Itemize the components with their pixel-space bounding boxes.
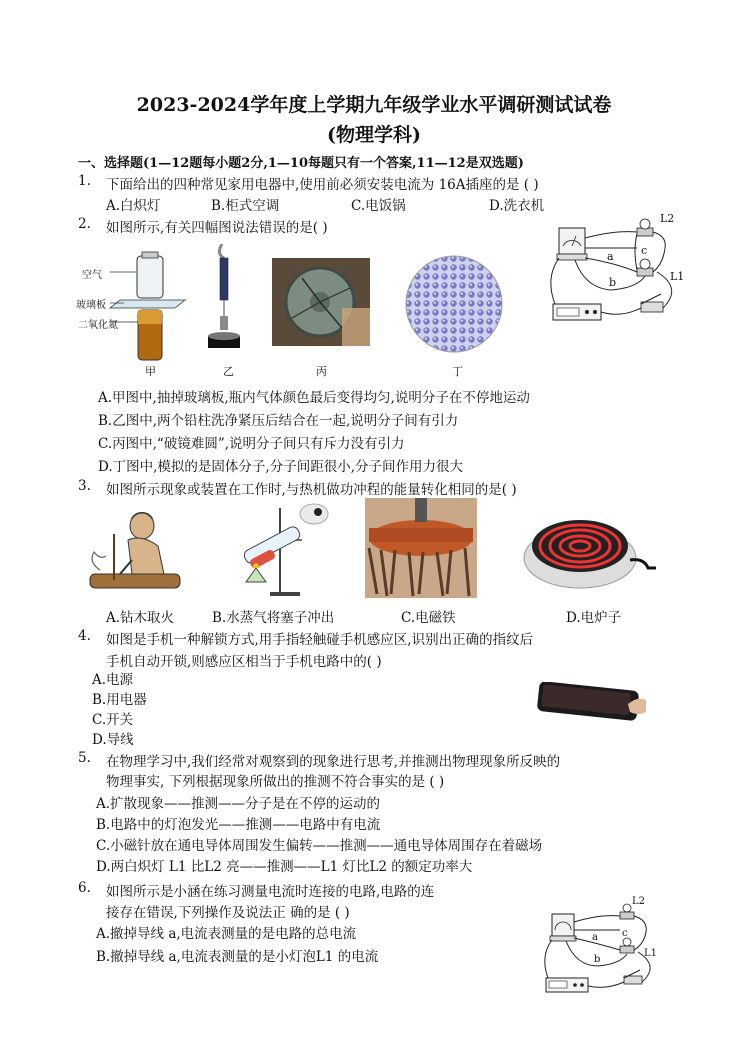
figure-jia-diffusion xyxy=(76,250,190,370)
q2-option-c: C.丙图中,“破镜难圆”,说明分子间只有斥力没有引力 xyxy=(98,436,405,452)
q2-option-a: A.甲图中,抽掉玻璃板,瓶内气体颜色最后变得均匀,说明分子在不停地运动 xyxy=(98,390,530,406)
q4-stem-line2: 手机自动开锁,则感应区相当于手机电路中的( ) xyxy=(106,654,382,670)
q3-option-a: A.钻木取火 xyxy=(106,610,175,626)
q2-option-d: D.丁图中,模拟的是固体分子,分子间距很小,分子间作用力很大 xyxy=(98,459,464,475)
q3-option-c: C.电磁铁 xyxy=(401,610,456,626)
figure-bing-broken-mirror xyxy=(272,258,370,346)
circuit2-L2: L2 xyxy=(632,896,646,907)
q5-number: 5. xyxy=(78,750,91,766)
figure-ding-molecules xyxy=(404,254,504,354)
q6-stem-line1: 如图所示是小涵在练习测量电流时连接的电路,电路的连 xyxy=(106,884,435,900)
circuit2-c: c xyxy=(622,928,628,939)
q2-option-b: B.乙图中,两个铅柱洗净紧压后结合在一起,说明分子间有引力 xyxy=(98,413,459,429)
q4-option-a: A.电源 xyxy=(92,672,134,688)
caption-jia: 甲 xyxy=(145,365,156,378)
q4-number: 4. xyxy=(78,628,91,644)
q4-stem-line1: 如图是手机一种解锁方式,用手指轻触碰手机感应区,识别出正确的指纹后 xyxy=(106,632,534,648)
q6-option-a: A.撤掉导线 a,电流表测量的是电路的总电流 xyxy=(96,926,357,942)
q4-option-d: D.导线 xyxy=(92,732,134,748)
q2-number: 2. xyxy=(78,216,91,232)
circuit-diagram-1 xyxy=(545,208,695,330)
circuit1-b: b xyxy=(609,276,617,289)
label-glass: 玻璃板 xyxy=(76,300,106,311)
caption-ding: 丁 xyxy=(452,365,463,378)
q1-number: 1. xyxy=(78,173,91,189)
label-no2: 二氧化氮 xyxy=(78,320,118,331)
q5-option-b: B.电路中的灯泡发光——推测——电路中有电流 xyxy=(96,817,381,833)
q6-number: 6. xyxy=(78,880,91,896)
q5-option-d: D.两白炽灯 L1 比L2 亮——推测——L1 灯比L2 的额定功率大 xyxy=(96,859,473,875)
circuit2-b: b xyxy=(594,954,601,965)
page-title: 2023-2024学年度上学期九年级学业水平调研测试试卷 xyxy=(136,94,612,116)
q1-option-b: B.柜式空调 xyxy=(211,198,280,214)
figure-drill-fire xyxy=(80,500,190,598)
page-subtitle: (物理学科) xyxy=(327,124,421,146)
q5-option-a: A.扩散现象——推测——分子是在不停的运动的 xyxy=(96,796,381,812)
figure-phone-fingerprint xyxy=(534,682,648,722)
figure-yi-lead-cylinders xyxy=(200,244,260,359)
circuit-diagram-2 xyxy=(540,896,670,1000)
q3-option-d: D.电炉子 xyxy=(566,610,622,626)
q2-stem: 如图所示,有关四幅图说法错误的是( ) xyxy=(106,220,328,236)
section-heading: 一、选择题(1—12题每小题2分,1—10每题只有一个答案,11—12是双选题) xyxy=(78,156,524,171)
caption-bing: 丙 xyxy=(316,365,327,378)
circuit1-a: a xyxy=(607,250,614,263)
q5-option-c: C.小磁针放在通电导体周围发生偏转——推测——通电导体周围存在着磁场 xyxy=(96,838,543,854)
circuit1-c: c xyxy=(641,244,648,257)
circuit2-a: a xyxy=(592,932,598,943)
figure-steam-cork xyxy=(222,498,352,598)
q3-number: 3. xyxy=(78,478,91,494)
q3-option-b: B.水蒸气将塞子冲出 xyxy=(212,610,335,626)
q4-option-c: C.开关 xyxy=(92,712,134,728)
label-air: 空气 xyxy=(82,270,102,281)
circuit1-L2: L2 xyxy=(660,212,675,225)
figure-electromagnet xyxy=(365,498,477,598)
caption-yi: 乙 xyxy=(223,365,234,378)
circuit1-L1: L1 xyxy=(670,270,685,283)
figure-electric-stove xyxy=(520,498,660,598)
q4-option-b: B.用电器 xyxy=(92,692,147,708)
q1-option-a: A.白炽灯 xyxy=(106,198,161,214)
q1-option-d: D.洗衣机 xyxy=(489,198,545,214)
q6-stem-line2: 接存在错误,下列操作及说法正 确的是 ( ) xyxy=(106,905,350,921)
q1-stem: 下面给出的四种常见家用电器中,使用前必须安装电流为 16A插座的是 ( ) xyxy=(106,177,539,193)
q1-option-c: C.电饭锅 xyxy=(351,198,406,214)
q6-option-b: B.撤掉导线 a,电流表测量的是小灯泡L1 的电流 xyxy=(96,949,379,965)
q5-stem-line1: 在物理学习中,我们经常对观察到的现象进行思考,并推测出物理现象所反映的 xyxy=(106,754,561,770)
q5-stem-line2: 物理事实, 下列根据现象所做出的推测不符合事实的是 ( ) xyxy=(106,774,445,790)
circuit2-L1: L1 xyxy=(644,948,658,959)
q3-stem: 如图所示现象或装置在工作时,与热机做功冲程的能量转化相同的是( ) xyxy=(106,482,517,498)
